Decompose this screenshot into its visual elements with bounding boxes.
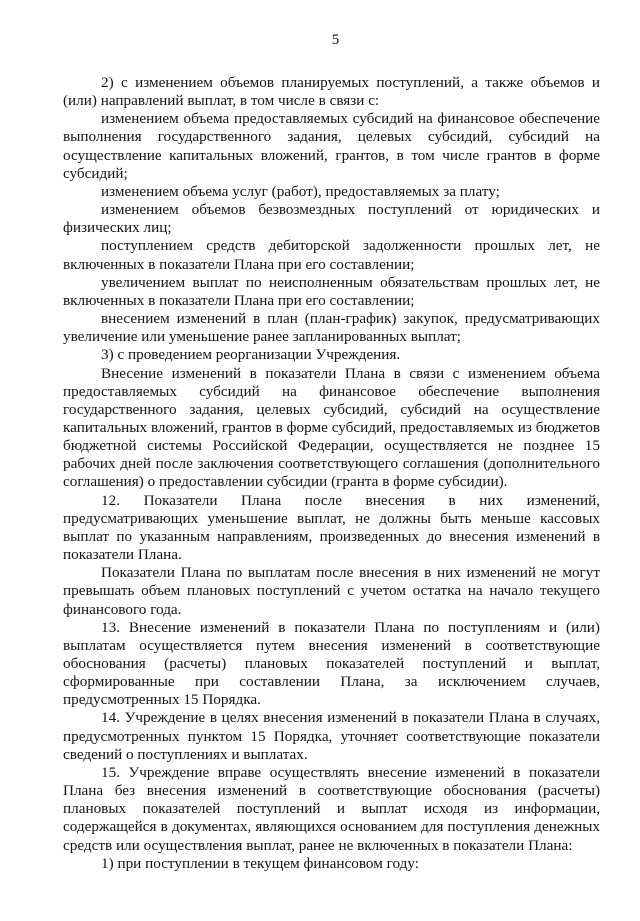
paragraph: Внесение изменений в показатели Плана в связи с изменением объема предоставляемых субсидий на финансовое обеспечение выполнения государственного задания, целевых субсидий, субсидий на осуществление капитальных вложений, грантов в форме субсидий, предоставляемых из бюджетов бюджетной системы Российской Федерации, осуществляется не позднее 15 рабочих дней после заключения соответствующего соглашения (дополнительного соглашения) о предоставлении субсидии (гранта в форме субсидии). bbox=[63, 364, 600, 491]
paragraph: 1) при поступлении в текущем финансовом году: bbox=[101, 854, 419, 872]
paragraph: 3) с проведением реорганизации Учреждения. bbox=[101, 346, 401, 364]
paragraph: изменением объема услуг (работ), предоставляемых за плату; bbox=[101, 182, 500, 200]
paragraph: 14. Учреждение в целях внесения изменений в показатели Плана в случаях, предусмотренных пунктом 15 Порядка, уточняет соответствующие показатели сведений о поступлениях и выплатах. bbox=[63, 709, 600, 763]
paragraph: внесением изменений в план (план-график) закупок, предусматривающих увеличение или уменьшение ранее запланированных выплат; bbox=[63, 310, 600, 346]
body-text bbox=[63, 74, 600, 873]
paragraph: 2) с изменением объемов планируемых поступлений, а также объемов и (или) направлений выплат, в том числе в связи с: bbox=[63, 74, 600, 110]
paragraph: изменением объемов безвозмездных поступлений от юридических и физических лиц; bbox=[63, 201, 600, 237]
paragraph: поступлением средств дебиторской задолженности прошлых лет, не включенных в показатели Плана при его составлении; bbox=[63, 237, 600, 273]
paragraph: Показатели Плана по выплатам после внесения в них изменений не могут превышать объем плановых поступлений с учетом остатка на начало текущего финансового года. bbox=[63, 564, 600, 618]
paragraph: 13. Внесение изменений в показатели Плана по поступлениям и (или) выплатам осуществляется путем внесения изменений в соответствующие обоснования (расчеты) плановых показателей поступлений и выплат, сформированные при составлении Плана, за исключением случаев, предусмотренных 15 Порядка. bbox=[63, 618, 600, 709]
paragraph: изменением объема предоставляемых субсидий на финансовое обеспечение выполнения государственного задания, целевых субсидий, субсидий на осуществление капитальных вложений, грантов, в том числе грантов в форме субсидий; bbox=[63, 110, 600, 182]
paragraph: 12. Показатели Плана после внесения в них изменений, предусматривающих уменьшение выплат, не должны быть меньше кассовых выплат по указанным направлениям, произведенных до внесения изменений в показатели Плана. bbox=[63, 491, 600, 564]
page-number: 5 bbox=[331, 32, 340, 48]
paragraph: увеличением выплат по неисполненным обязательствам прошлых лет, не включенных в показатели Плана при его составлении; bbox=[63, 273, 600, 309]
paragraph: 15. Учреждение вправе осуществлять внесение изменений в показатели Плана без внесения изменений в соответствующие обоснования (расчеты) плановых показателей поступлений и выплат исходя из информации, содержащейся в документах, являющихся основанием для поступления денежных средств или осуществления выплат, ранее не включенных в показатели Плана: bbox=[63, 763, 600, 854]
